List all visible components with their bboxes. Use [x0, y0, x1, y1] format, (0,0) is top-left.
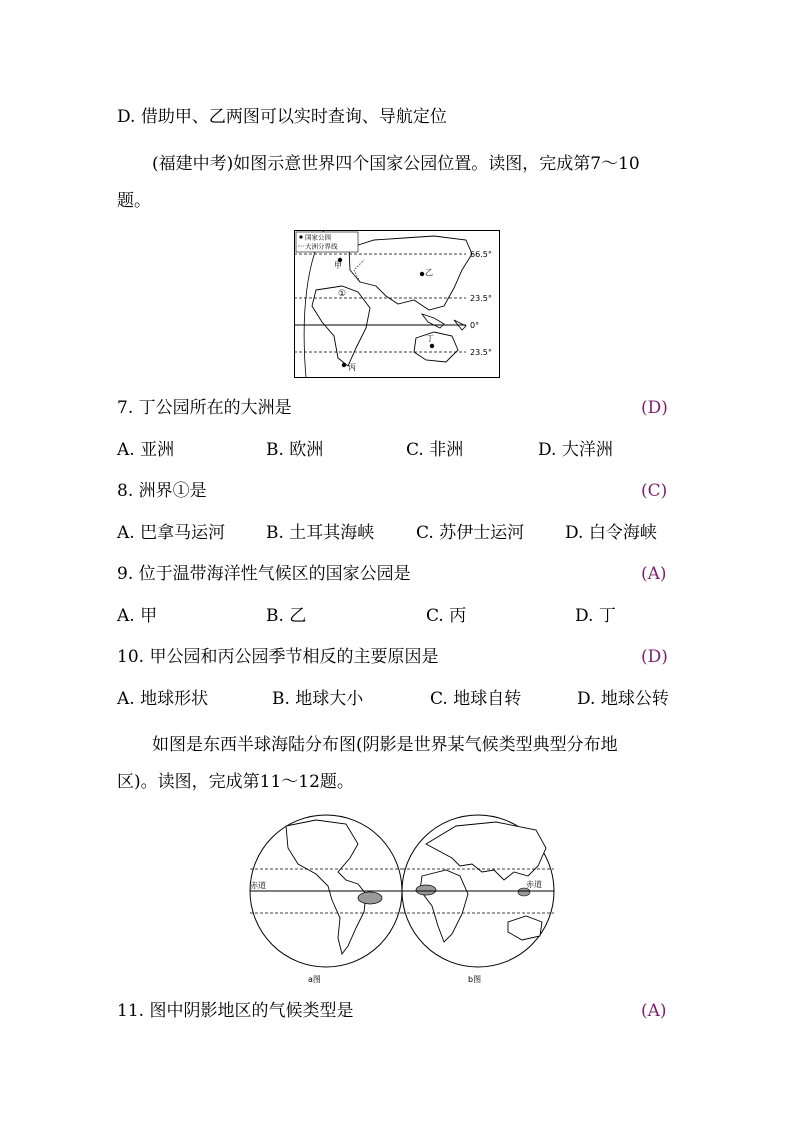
lat-23-5n-label: 23.5° — [470, 294, 492, 303]
passage1-line1: (福建中考)如图示意世界四个国家公园位置。读图，完成第7～10 — [152, 154, 640, 174]
q10-option-a: A. 地球形状 — [117, 689, 209, 709]
passage1-line2: 题。 — [117, 191, 151, 211]
passage2-line2: 区)。读图，完成第11～12题。 — [117, 772, 354, 792]
lat-66-5-label: 66.5° — [470, 250, 492, 259]
q7-option-a: A. 亚洲 — [117, 440, 175, 460]
west-hemisphere — [250, 815, 402, 984]
park-bing-marker — [342, 363, 346, 367]
caption-b: b图 — [468, 975, 482, 984]
park-yi-marker — [420, 272, 424, 276]
east-hemisphere — [402, 815, 554, 984]
q7-answer: (D) — [641, 398, 668, 418]
q10-option-d: D. 地球公转 — [577, 689, 669, 709]
q10-option-c: C. 地球自转 — [430, 689, 522, 709]
lat-0-label: 0° — [470, 321, 480, 330]
q7-option-c: C. 非洲 — [406, 440, 464, 460]
q8-stem: 8. 洲界①是 — [117, 481, 207, 501]
q9-option-c: C. 丙 — [426, 606, 467, 626]
boundary-1-label: ① — [338, 289, 347, 299]
legend-park-label: 国家公园 — [305, 233, 331, 242]
world-parks-map — [294, 230, 500, 378]
q9-option-a: A. 甲 — [117, 606, 158, 626]
equator-label-a: 赤道 — [250, 881, 266, 890]
previous-option-d: D. 借助甲、乙两图可以实时查询、导航定位 — [117, 107, 447, 127]
q10-answer: (D) — [641, 647, 668, 667]
q9-answer: (A) — [641, 564, 667, 584]
q11-answer: (A) — [641, 1001, 667, 1021]
park-bing-label: 丙 — [348, 363, 356, 372]
lat-23-5s-label: 23.5° — [470, 348, 492, 357]
q8-option-d: D. 白令海峡 — [565, 523, 657, 543]
q9-option-b: B. 乙 — [266, 606, 307, 626]
q7-option-b: B. 欧洲 — [266, 440, 324, 460]
q7-option-d: D. 大洋洲 — [538, 440, 613, 460]
q8-option-b: B. 土耳其海峡 — [266, 523, 375, 543]
caption-a: a图 — [308, 975, 321, 984]
park-ding-marker — [430, 344, 434, 348]
q10-option-b: B. 地球大小 — [272, 689, 364, 709]
q8-option-c: C. 苏伊士运河 — [416, 523, 525, 543]
q9-option-d: D. 丁 — [575, 606, 616, 626]
park-yi-label: 乙 — [425, 268, 433, 277]
equator-label-b: 赤道 — [526, 880, 542, 889]
q8-option-a: A. 巴拿马运河 — [117, 523, 226, 543]
q10-stem: 10. 甲公园和丙公园季节相反的主要原因是 — [117, 647, 439, 667]
q7-stem: 7. 丁公园所在的大洲是 — [117, 398, 292, 418]
q11-stem: 11. 图中阴影地区的气候类型是 — [117, 1001, 354, 1021]
hemispheres-map — [246, 814, 562, 984]
park-jia-label: 甲 — [334, 261, 342, 270]
park-ding-label: 丁 — [426, 334, 434, 343]
passage2-line1: 如图是东西半球海陆分布图(阴影是世界某气候类型典型分布地 — [152, 735, 618, 755]
legend-boundary-label: 大洲分界线 — [305, 242, 338, 251]
q8-answer: (C) — [641, 481, 668, 501]
q9-stem: 9. 位于温带海洋性气候区的国家公园是 — [117, 564, 411, 584]
